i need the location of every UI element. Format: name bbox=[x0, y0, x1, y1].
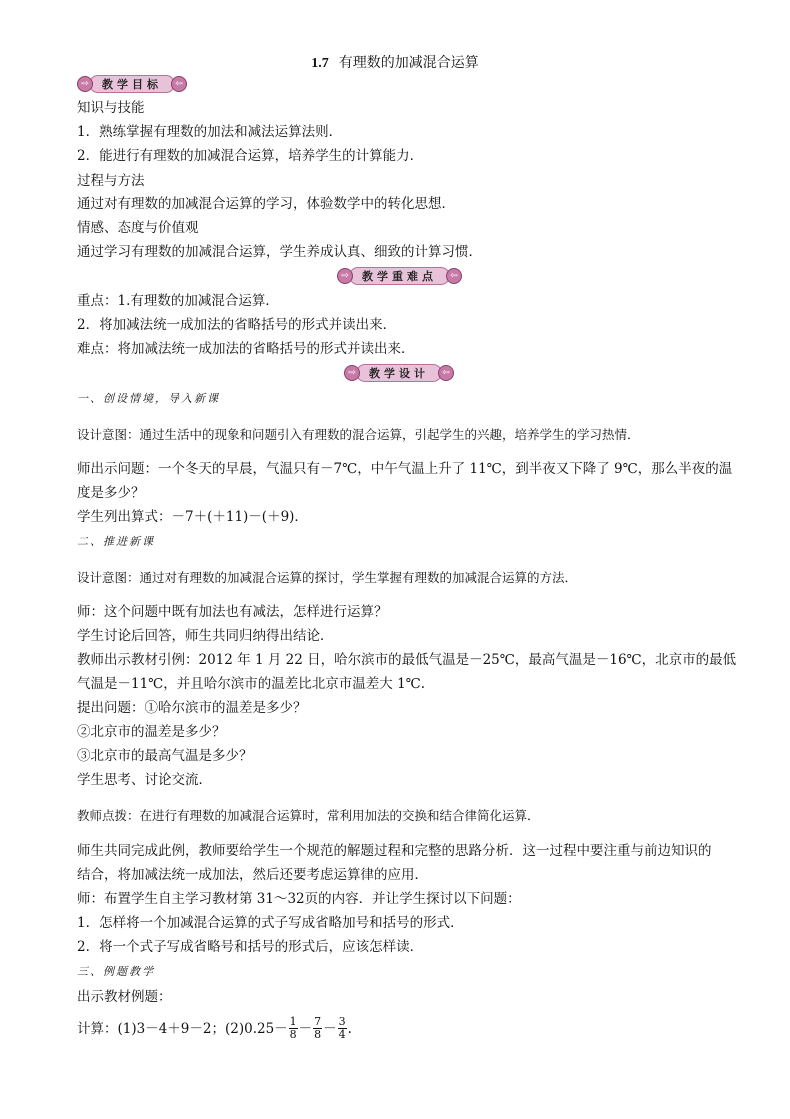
section-2-line-11: 师：布置学生自主学习教材第 31～32页的内容．并让学生探讨以下问题： bbox=[77, 891, 521, 907]
knowledge-item-1: 1．熟练掌握有理数的加法和减法运算法则． bbox=[77, 124, 343, 140]
fraction-denominator: 4 bbox=[338, 1028, 346, 1041]
section-2-line-10: 结合，将加减法统一成加法，然后还要考虑运算律的应用． bbox=[77, 867, 428, 883]
arrow-right-icon: ⇨ bbox=[77, 76, 93, 92]
fraction-1-8 bbox=[289, 1016, 298, 1041]
section-2-line-12: 1．怎样将一个加减混合运算的式子写成省略加号和括号的形式． bbox=[77, 915, 464, 931]
calculation-problem bbox=[77, 1016, 352, 1041]
knowledge-item-2: 2．能进行有理数的加减混合运算，培养学生的计算能力． bbox=[77, 148, 424, 164]
fraction-numerator: 7 bbox=[314, 1015, 322, 1028]
arrow-left-icon: ⇦ bbox=[438, 365, 454, 381]
period: . bbox=[347, 1020, 352, 1037]
arrow-right-icon: ⇨ bbox=[344, 365, 360, 381]
section-1-intent: 设计意图：通过生活中的现象和问题引入有理数的混合运算，引起学生的兴趣，培养学生的学习热情． bbox=[77, 427, 640, 442]
fraction-denominator: 8 bbox=[314, 1028, 322, 1041]
process-text: 通过对有理数的加减混合运算的学习，体验数学中的转化思想． bbox=[77, 196, 455, 212]
section-number: 1.7 bbox=[311, 56, 329, 71]
section-2-line-4: 气温是－11℃，并且哈尔滨市的温差比北京市温差大 1℃. bbox=[77, 676, 426, 692]
design-banner-label: 教学设计 bbox=[356, 364, 442, 382]
minus-sign: － bbox=[298, 1020, 313, 1037]
keypoints-banner bbox=[337, 268, 462, 284]
knowledge-heading: 知识与技能 bbox=[77, 100, 145, 116]
section-3-line-1: 出示教材例题： bbox=[77, 989, 172, 1005]
section-1-expression: 学生列出算式：－7＋(＋11)－(＋9)． bbox=[77, 509, 308, 525]
section-2-tip: 教师点拨：在进行有理数的加减混合运算时，常利用加法的交换和结合律简化运算． bbox=[77, 808, 540, 823]
keypoints-banner-label: 教学重难点 bbox=[349, 267, 450, 285]
page-title bbox=[0, 52, 790, 72]
section-3-heading: 三、例题教学 bbox=[77, 965, 155, 978]
difficulty: 难点：将加减法统一成加法的省略括号的形式并读出来． bbox=[77, 341, 415, 357]
minus-sign: － bbox=[323, 1020, 337, 1037]
fraction-7-8 bbox=[313, 1016, 322, 1041]
section-2-line-5: 提出问题：①哈尔滨市的温差是多少？ bbox=[77, 700, 307, 716]
section-2-line-2: 学生讨论后回答，师生共同归纳得出结论． bbox=[77, 628, 334, 644]
section-2-intent: 设计意图：通过对有理数的加减混合运算的探讨，学生掌握有理数的加减混合运算的方法． bbox=[77, 570, 578, 585]
title-text: 有理数的加减混合运算 bbox=[338, 55, 479, 71]
section-2-line-3: 教师出示教材引例：2012 年 1 月 22 日，哈尔滨市的最低气温是－25℃，最高气温是－16℃，北京市的最低 bbox=[77, 652, 737, 668]
arrow-left-icon: ⇦ bbox=[171, 76, 187, 92]
keypoint-1: 重点：1.有理数的加减混合运算． bbox=[77, 293, 279, 309]
fraction-numerator: 1 bbox=[289, 1015, 297, 1028]
section-2-line-1: 师：这个问题中既有加法也有减法，怎样进行运算？ bbox=[77, 604, 388, 620]
section-2-line-7: ③北京市的最高气温是多少？ bbox=[77, 748, 253, 764]
arrow-left-icon: ⇦ bbox=[446, 268, 462, 284]
section-2-line-8: 学生思考、讨论交流． bbox=[77, 772, 212, 788]
objectives-banner bbox=[77, 76, 187, 92]
fraction-numerator: 3 bbox=[338, 1015, 346, 1028]
section-1-problem-line-2: 度是多少？ bbox=[77, 485, 145, 501]
section-2-line-6: ②北京市的温差是多少？ bbox=[77, 724, 226, 740]
section-2-heading: 二、推进新课 bbox=[77, 535, 155, 548]
fraction-denominator: 8 bbox=[289, 1028, 297, 1041]
objectives-banner-label: 教学目标 bbox=[89, 75, 175, 93]
section-1-heading: 一、创设情境，导入新课 bbox=[77, 392, 220, 405]
calc-prefix: 计算：(1)3－4＋9－2；(2)0.25－ bbox=[77, 1020, 288, 1037]
arrow-right-icon: ⇨ bbox=[337, 268, 353, 284]
design-banner bbox=[344, 365, 454, 381]
attitude-text: 通过学习有理数的加减混合运算，学生养成认真、细致的计算习惯． bbox=[77, 244, 482, 260]
attitude-heading: 情感、态度与价值观 bbox=[77, 220, 199, 236]
section-2-line-13: 2．将一个式子写成省略号和括号的形式后，应该怎样读． bbox=[77, 939, 424, 955]
process-heading: 过程与方法 bbox=[77, 173, 145, 189]
section-2-line-9: 师生共同完成此例，教师要给学生一个规范的解题过程和完整的思路分析．这一过程中要注重与前边知识的 bbox=[77, 843, 712, 859]
section-1-problem-line-1: 师出示问题：一个冬天的早晨，气温只有－7℃，中午气温上升了 11℃，到半夜又下降了 9℃，那么半夜的温 bbox=[77, 461, 733, 477]
fraction-3-4 bbox=[338, 1016, 347, 1041]
keypoint-2: 2．将加减法统一成加法的省略括号的形式并读出来． bbox=[77, 317, 397, 333]
